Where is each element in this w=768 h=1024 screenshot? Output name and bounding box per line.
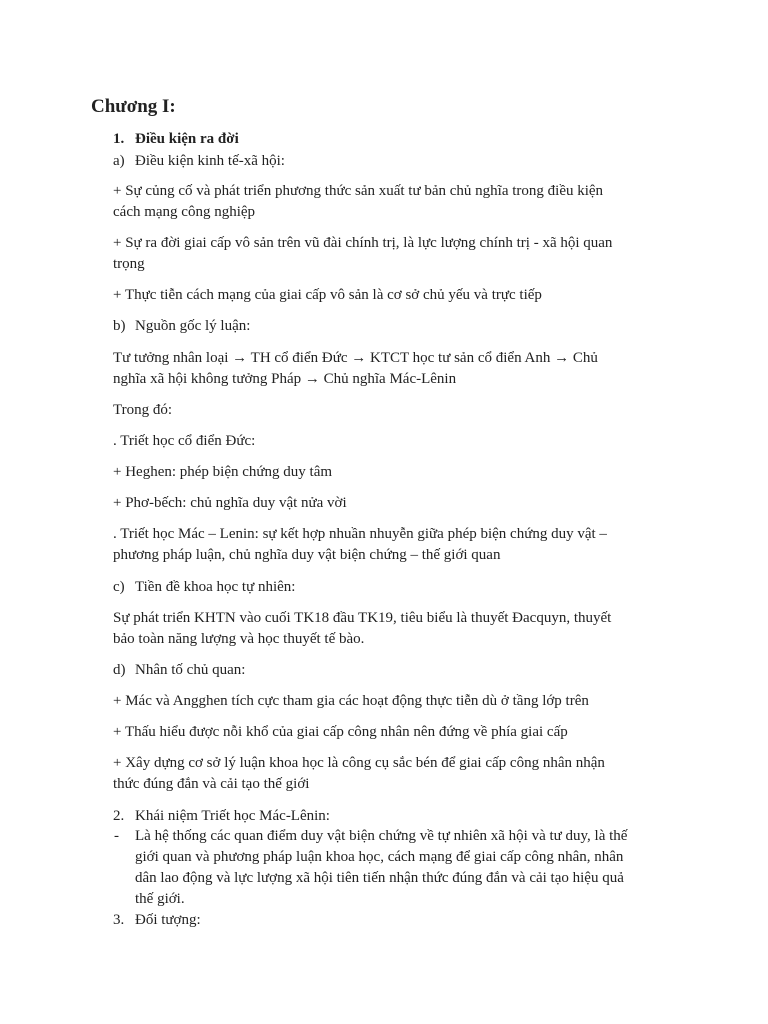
bullet-dash: - — [114, 828, 119, 844]
section-2-number: 2. — [113, 808, 125, 824]
paragraph-line: + Thấu hiểu được nỗi khổ của giai cấp công nhân nên đứng về phía giai cấp — [113, 724, 568, 740]
paragraph-line: + Xây dựng cơ sở lý luận khoa học là công cụ sắc bén để giai cấp công nhân nhận — [113, 755, 605, 771]
subsection-c-title: Tiền đề khoa học tự nhiên: — [135, 579, 296, 595]
paragraph-line: Trong đó: — [113, 402, 173, 418]
subsection-a-label: a) — [113, 153, 125, 169]
paragraph-line: phương pháp luận, chủ nghĩa duy vật biện chứng – thế giới quan — [113, 547, 501, 563]
paragraph-line: bảo toàn năng lượng và học thuyết tế bào. — [113, 631, 365, 647]
subsection-b-title: Nguồn gốc lý luận: — [135, 318, 251, 334]
paragraph-line: Sự phát triển KHTN vào cuối TK18 đầu TK19, tiêu biểu là thuyết Đacquyn, thuyết — [113, 610, 612, 626]
subsection-a-title: Điều kiện kinh tế-xã hội: — [135, 153, 285, 169]
section-3-title: Đối tượng: — [135, 912, 201, 928]
definition-line: Là hệ thống các quan điểm duy vật biện chứng về tự nhiên xã hội và tư duy, là thế — [135, 828, 628, 844]
paragraph-line: + Phơ-bếch: chủ nghĩa duy vật nửa vời — [113, 495, 347, 511]
subsection-d-title: Nhân tố chủ quan: — [135, 662, 246, 678]
definition-line: thế giới. — [135, 891, 185, 907]
paragraph-line: + Sự củng cố và phát triển phương thức sản xuất tư bản chủ nghĩa trong điều kiện — [113, 183, 604, 199]
subsection-b-label: b) — [113, 318, 126, 334]
definition-line: giới quan và phương pháp luận khoa học, cách mạng để giai cấp công nhân, nhân — [135, 849, 624, 865]
subsection-c-label: c) — [113, 579, 125, 595]
paragraph-line: . Triết học cổ điển Đức: — [113, 433, 256, 449]
section-1-title: Điều kiện ra đời — [135, 131, 239, 147]
paragraph-line: trọng — [113, 256, 145, 272]
section-1-number: 1. — [113, 131, 125, 147]
subsection-d-label: d) — [113, 662, 126, 678]
paragraph-line: cách mạng công nghiệp — [113, 204, 256, 220]
paragraph-line: . Triết học Mác – Lenin: sự kết hợp nhuần nhuyễn giữa phép biện chứng duy vật – — [113, 526, 607, 542]
chapter-title: Chương I: — [91, 96, 176, 117]
paragraph-line: Tư tưởng nhân loại → TH cổ điển Đức → KTCT học tư sản cổ điển Anh → Chủ — [113, 350, 598, 366]
paragraph-line: + Heghen: phép biện chứng duy tâm — [113, 464, 333, 480]
definition-line: dân lao động và lực lượng xã hội tiên tiến nhận thức đúng đắn và cải tạo hiệu quả — [135, 870, 624, 886]
paragraph-line: thức đúng đắn và cải tạo thế giới — [113, 776, 310, 792]
paragraph-line: nghĩa xã hội không tưởng Pháp → Chủ nghĩa Mác-Lênin — [113, 371, 457, 387]
paragraph-line: + Mác và Angghen tích cực tham gia các hoạt động thực tiễn dù ở tầng lớp trên — [113, 693, 589, 709]
paragraph-line: + Sự ra đời giai cấp vô sản trên vũ đài chính trị, là lực lượng chính trị - xã hội quan — [113, 235, 613, 251]
section-3-number: 3. — [113, 912, 125, 928]
section-2-title: Khái niệm Triết học Mác-Lênin: — [135, 808, 330, 824]
paragraph-line: + Thực tiễn cách mạng của giai cấp vô sản là cơ sở chủ yếu và trực tiếp — [113, 287, 542, 303]
